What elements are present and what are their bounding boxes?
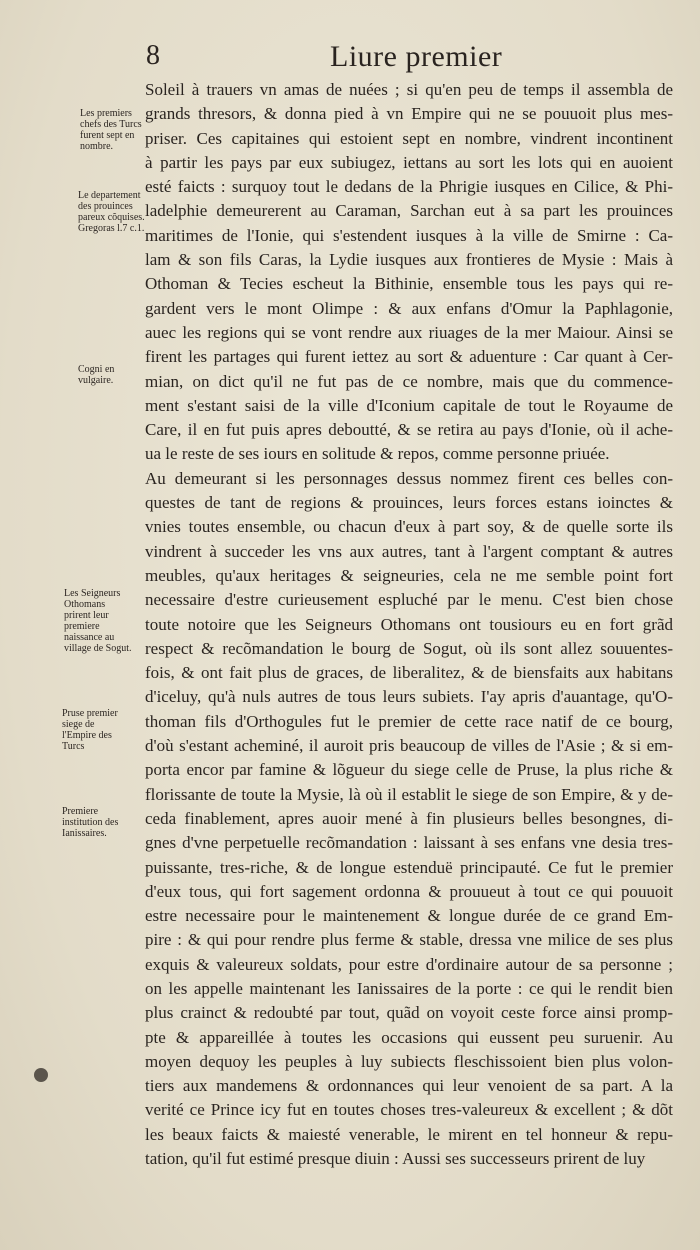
text-line: ua le reste de ses iours en solitude & repos, comme personne priuée.	[145, 444, 610, 464]
ink-smudge	[34, 1068, 48, 1082]
margin-notes	[0, 0, 145, 1250]
text-line: auec les regions qui se vont rendre aux riuages de la mer Maiour. Ainsi se	[145, 322, 673, 342]
text-line: necessaire d'estre curieusement espluché par le menu. C'est bien chose	[145, 590, 673, 610]
text-line: florissante de toute la Mysie, là où il establit le siege de son Empire, & y de-	[145, 784, 673, 804]
text-line: lam & son fils Caras, la Lydie iusques aux frontieres de Mysie : Mais à	[145, 250, 673, 270]
text-line: puissante, tres-riche, & de longue estenduë principauté. Ce fut le premier	[145, 857, 673, 877]
running-title: Liure premier	[330, 40, 503, 73]
text-line: Au demeurant si les personnages dessus nommez firent ces belles con-	[145, 468, 673, 488]
text-line: fois, & ont fait plus de graces, de liberalitez, & de biensfaits aux habitans	[145, 663, 673, 683]
text-line: ment s'estant saisi de la ville d'Iconium capitale de tout le Royaume de	[145, 395, 673, 415]
text-line: d'iceluy, qu'à nuls autres de tous leurs subiets. I'ay apris d'auantage, qu'O-	[145, 687, 673, 707]
page-number: 8	[146, 40, 160, 71]
text-line: grands thresors, & donna pied à vn Empire qui ne se pouuoit plus mes-	[145, 104, 673, 124]
text-line: vindrent à succeder les vns aux autres, tant à l'argent comptant & autres	[145, 541, 673, 561]
margin-note: Les Seigneurs Othomans prirent leur premiere naissance au village de Sogut.	[64, 588, 132, 654]
text-line: pte & appareillée à toutes les occasions qui eussent peu suruenir. Au	[145, 1027, 673, 1047]
body-text	[145, 78, 673, 1171]
text-line: gnes d'vne perpetuelle recõmandation : laissant à ses enfans vne desia tres-	[145, 833, 673, 853]
text-line: vnies toutes ensemble, ou chacun d'eux à part soy, & de quelle sorte ils	[145, 517, 673, 537]
text-line: ceda finablement, apres auoir mené à fin plusieurs belles besongnes, di-	[145, 808, 673, 828]
margin-note: Pruse premier siege de l'Empire des Turcs	[62, 708, 118, 752]
text-line: Othoman & Tecies escheut la Bithinie, ensemble tous les pays qui re-	[145, 274, 673, 294]
margin-note: Cogni en vulgaire.	[78, 364, 115, 386]
text-line: meubles, qu'aux heritages & seigneuries, cela ne me semble point fort	[145, 565, 673, 585]
text-line: priser. Ces capitaines qui estoient sept en nombre, vindrent incontinent	[145, 128, 673, 148]
text-line: d'où s'estant acheminé, il auroit pris beaucoup de villes de l'Asie ; & si em-	[145, 736, 673, 756]
text-line: thoman fils d'Orthogules fut le premier de cette race natif de ce bourg,	[145, 711, 673, 731]
text-line: les beaux faicts & maiesté venerable, le mirent en tel honneur & repu-	[145, 1124, 673, 1144]
text-line: estre necessaire pour le maintenement & longue durée de ce grand Em-	[145, 906, 673, 926]
text-line: moyen dequoy les peuples à luy subiects fleschissoient bien plus volon-	[145, 1051, 673, 1071]
margin-note: Premiere institution des Ianissaires.	[62, 806, 119, 839]
text-line: on les appelle maintenant les Ianissaires de la porte : ce qui le rendit bien	[145, 978, 673, 998]
text-line: Care, il en fut puis apres deboutté, & se retira au pays d'Ionie, où il ache-	[145, 420, 673, 440]
text-line: exquis & valeureux soldats, pour estre d'ordinaire autour de sa personne ;	[145, 954, 673, 974]
text-line: à partir les pays par eux subiugez, iettans au sort les lots qui en auoient	[145, 152, 673, 172]
text-line: respect & recõmandation le bourg de Sogut, où ils sont allez souuentes-	[145, 638, 673, 658]
margin-note: Les premiers chefs des Turcs furent sept en nombre.	[80, 108, 142, 152]
text-line: toute notoire que les Seigneurs Othomans ont tousiours eu en fort grãd	[145, 614, 673, 634]
text-line: porta encor par famine & lõgueur du siege celle de Pruse, la plus riche &	[145, 760, 673, 780]
text-line: tiers aux mandemens & ordonnances qui leur venoient de sa part. A la	[145, 1076, 673, 1096]
text-line: maritimes de l'Ionie, qui s'estendent iusques à la ville de Smirne : Ca-	[145, 225, 673, 245]
text-line: pire : & qui pour rendre plus ferme & stable, dressa vne milice de ses plus	[145, 930, 673, 950]
text-line: gardent vers le mont Olimpe : & aux enfans d'Omur la Paphlagonie,	[145, 298, 673, 318]
text-line: plus crainct & redoubté par tout, quãd on voyoit ceste force ainsi promp-	[145, 1003, 673, 1023]
text-line: questes de tant de regions & prouinces, leurs forces estans ioinctes &	[145, 493, 673, 513]
text-line: d'eux tous, qui fort sagement ordonna & prouueut à tout ce qui pouuoit	[145, 881, 673, 901]
text-line: ladelphie demeurerent au Caraman, Sarchan eut à sa part les prouinces	[145, 201, 673, 221]
text-line: Soleil à trauers vn amas de nuées ; si qu'en peu de temps il assembla de	[145, 80, 673, 99]
margin-note: Le departement des prouinces pareux cõquises. Gregoras l.7 c.1.	[78, 190, 145, 234]
text-line: tation, qu'il fut estimé presque diuin : Aussi ses successeurs prirent de luy	[145, 1149, 646, 1169]
text-line: mian, on dict qu'il ne fut pas de ce nombre, mais que du commence-	[145, 371, 673, 391]
text-line: verité ce Prince icy fut en toutes choses tres-valeureux & excellent ; & dõt	[145, 1100, 673, 1120]
text-line: esté faicts : surquoy tout le dedans de la Phrigie iusques en Cilice, & Phi-	[145, 177, 673, 197]
text-line: firent les partages qui furent iettez au sort & aduenture : Car quant à Cer-	[145, 347, 673, 367]
